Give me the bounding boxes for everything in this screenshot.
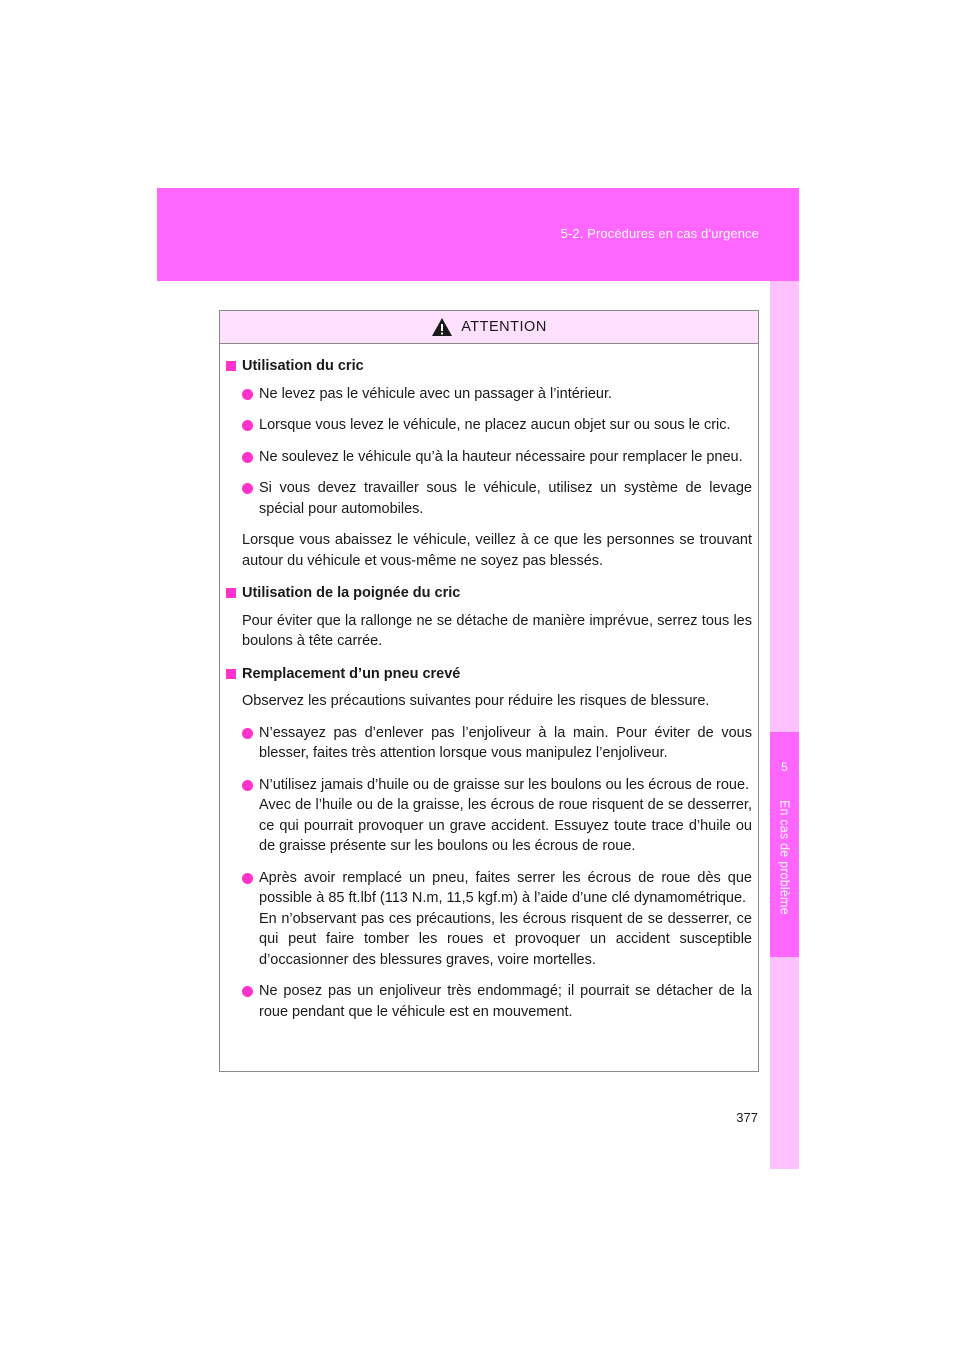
warning-title: ATTENTION [461, 319, 547, 335]
section-header-band [157, 188, 799, 281]
square-bullet-icon [226, 588, 236, 598]
list-item: Si vous devez travailler sous le véhicule, utilisez un système de levage spécial pour automobiles. [226, 478, 752, 519]
chapter-number: 5 [781, 760, 788, 774]
warning-box [219, 310, 759, 1072]
round-bullet-icon [242, 452, 253, 463]
list-item: Ne posez pas un enjoliveur très endommagé; il pourrait se détacher de la roue pendant que le véhicule est en mouvement. [226, 981, 752, 1022]
round-bullet-icon [242, 986, 253, 997]
list-item: Après avoir remplacé un pneu, faites serrer les écrous de roue dès que possible à 85 ft.lbf (113 N.m, 11,5 kgf.m) à l’aide d’une clé dynamométrique. En n’observant pas ces précautions, les écrous risquent de se desserrer, ce qui peut faire tomber les roues et provoquer un accident susceptible d’occasionner des blessures graves, voire mortelles. [226, 868, 752, 971]
list-item: Ne soulevez le véhicule qu’à la hauteur nécessaire pour remplacer le pneu. [226, 447, 752, 468]
square-bullet-icon [226, 361, 236, 371]
square-bullet-icon [226, 669, 236, 679]
round-bullet-icon [242, 873, 253, 884]
round-bullet-icon [242, 483, 253, 494]
warning-body [220, 344, 758, 1022]
paragraph: Observez les précautions suivantes pour réduire les risques de blessure. [242, 693, 710, 709]
list-item: Ne levez pas le véhicule avec un passager à l’intérieur. [226, 384, 752, 405]
list-item: N’utilisez jamais d’huile ou de graisse sur les boulons ou les écrous de roue. Avec de l’huile ou de la graisse, les écrous de roue risquent de se desserrer, ce qui pourrait provoquer un grave accident. Essuyez toute trace d’huile ou de graisse présente sur les boulons ou les écrous de roue. [226, 775, 752, 857]
list-item: N’essayez pas d’enlever pas l’enjoliveur à la main. Pour éviter de vous blesser, faites très attention lorsque vous manipulez l’enjoliveur. [226, 723, 752, 764]
chapter-tab[interactable] [770, 732, 799, 957]
paragraph: Pour éviter que la rallonge ne se détache de manière imprévue, serrez tous les boulons à tête carrée. [242, 612, 752, 649]
paragraph: Lorsque vous abaissez le véhicule, veillez à ce que les personnes se trouvant autour du véhicule et vous-même ne soyez pas blessés. [242, 532, 752, 569]
section-heading: Remplacement d’un pneu crevé [226, 664, 752, 685]
round-bullet-icon [242, 420, 253, 431]
chapter-label: En cas de problème [777, 800, 792, 915]
section-heading: Utilisation de la poignée du cric [226, 583, 752, 604]
section-title: 5-2. Procédures en cas d’urgence [560, 226, 759, 241]
round-bullet-icon [242, 728, 253, 739]
page-number: 377 [736, 1110, 758, 1125]
side-tab-background [770, 281, 799, 1169]
section-heading: Utilisation du cric [226, 356, 752, 377]
round-bullet-icon [242, 389, 253, 400]
warning-triangle-icon [431, 317, 453, 337]
list-item: Lorsque vous levez le véhicule, ne placez aucun objet sur ou sous le cric. [226, 415, 752, 436]
warning-header [220, 311, 758, 344]
round-bullet-icon [242, 780, 253, 791]
